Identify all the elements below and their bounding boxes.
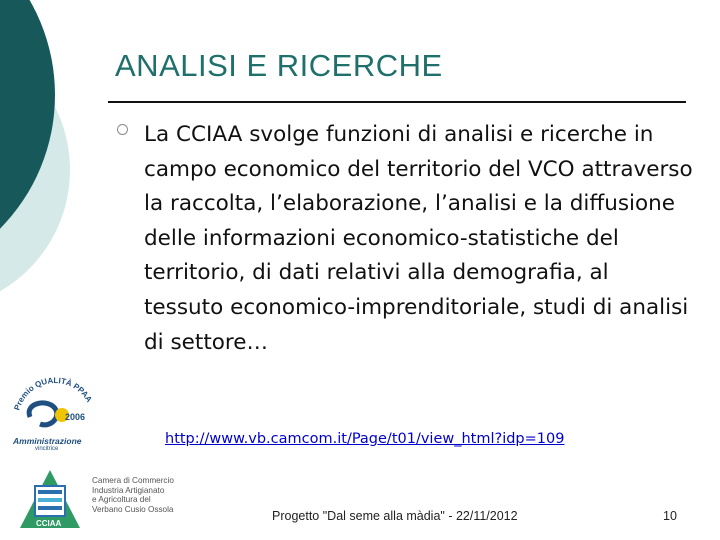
chamber-line: Camera di Commercio — [92, 476, 174, 485]
award-q-swoosh-icon — [29, 403, 57, 425]
page-number: 10 — [663, 509, 677, 523]
source-link[interactable]: http://www.vb.camcom.it/Page/t01/view_html?idp=109 — [165, 431, 565, 447]
award-year: 2006 — [65, 412, 86, 422]
slide-title: ANALISI E RICERCHE — [115, 48, 443, 83]
bullet-circle-icon — [117, 124, 128, 135]
body-paragraph: La CCIAA svolge funzioni di analisi e ricerche in campo economico del territorio del VCO attraverso la raccolta, l’elaborazione, l’analisi e la diffusione delle informazioni economico-statistiche del territorio, di dati relativi alla demografia, al tessuto economico-imprenditoriale, studi di analisi di settore… — [144, 122, 693, 355]
cciaa-logo — [15, 466, 85, 532]
award-arc-text: Premio QUALITÀ PPAA — [12, 375, 94, 412]
chamber-of-commerce-text — [92, 476, 202, 514]
cciaa-logo-stripe — [38, 506, 62, 510]
award-sublabel: vincitrice — [35, 446, 59, 452]
cciaa-logo-stripe — [38, 490, 62, 494]
footer-text: Progetto "Dal seme alla màdia" - 22/11/2012 — [272, 509, 518, 523]
award-label: Amministrazione — [13, 436, 82, 446]
cciaa-logo-stripe — [38, 498, 62, 502]
chamber-line: Verbano Cusio Ossola — [92, 504, 174, 514]
title-divider — [108, 101, 686, 103]
chamber-line: Industria Artigianato — [92, 485, 165, 495]
chamber-line: e Agricoltura del — [92, 495, 151, 504]
cciaa-badge-text: CCIAA — [36, 519, 62, 528]
